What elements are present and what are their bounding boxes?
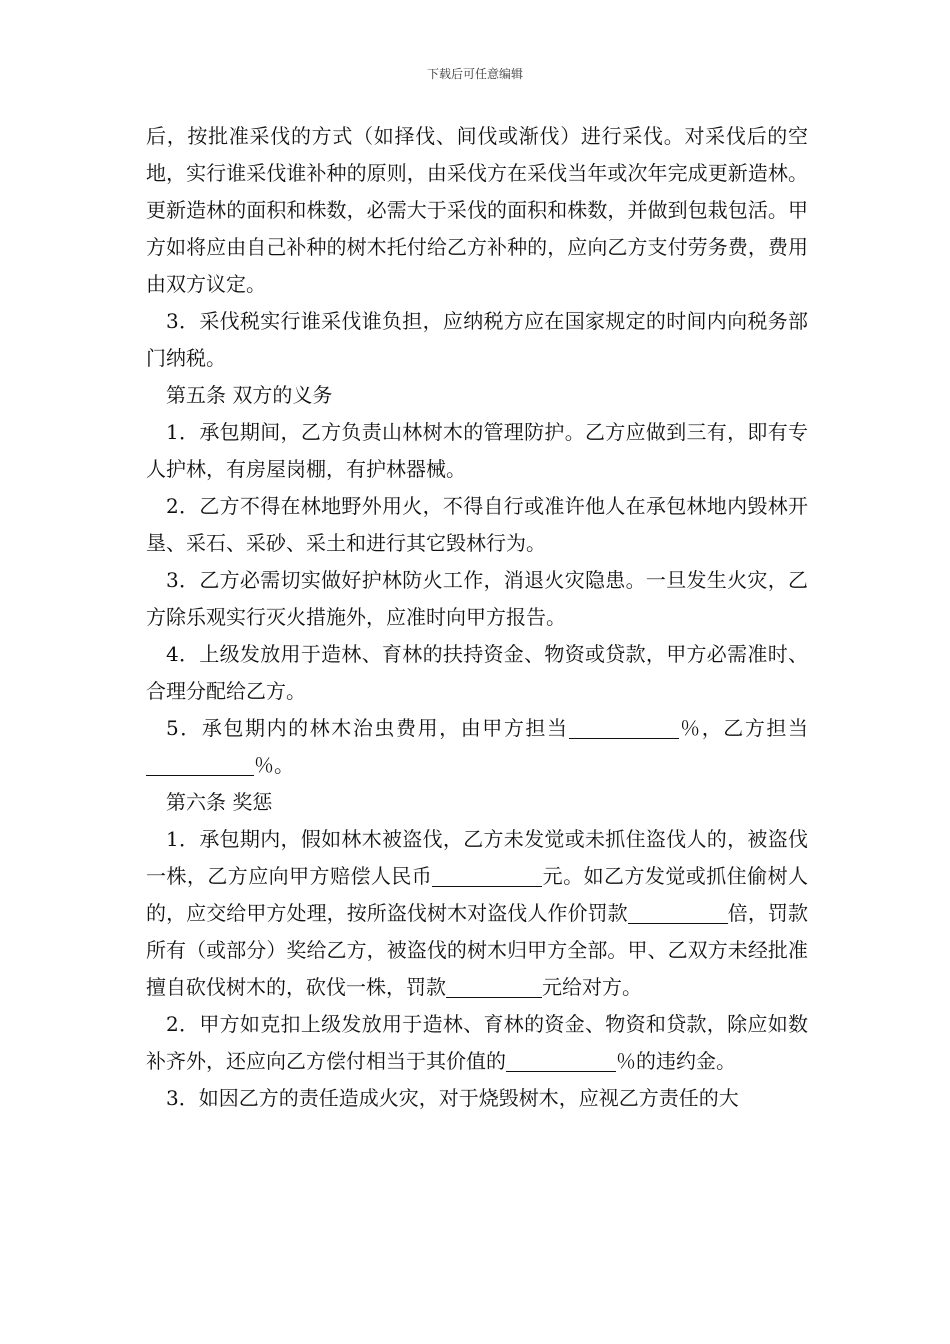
compensation-amount-blank[interactable] — [432, 866, 542, 887]
duty-5-text-c: ％。 — [254, 753, 294, 777]
duty-5-text-a: 5．承包期内的林木治虫费用，由甲方担当 — [166, 716, 569, 740]
penalty-rate-blank[interactable] — [506, 1051, 616, 1072]
penalty-2-text-a: 2．甲方如克扣上级发放用于造林、育林的资金、物资和贷款，除应如数补齐外，还应向乙方偿付相当于其价值的 — [146, 1012, 808, 1073]
paragraph-duty-5 — [146, 710, 808, 784]
party-a-share-blank[interactable] — [569, 718, 679, 739]
penalty-1-text-c: 倍，罚款所有（或部分）奖给乙方，被盗伐的树木归甲方全部。甲、乙双方未经批准擅自砍伐树木的，砍伐一株，罚款 — [146, 901, 809, 999]
fine-multiple-blank[interactable] — [628, 903, 728, 924]
paragraph-duty-1: 1．承包期间，乙方负责山林树木的管理防护。乙方应做到三有，即有专人护林，有房屋岗棚，有护林器械。 — [146, 420, 808, 481]
penalty-1-text-d: 元给对方。 — [542, 975, 642, 999]
paragraph-penalty-3: 3．如因乙方的责任造成火灾，对于烧毁树木，应视乙方责任的大 — [166, 1086, 739, 1110]
paragraph-duty-3: 3．乙方必需切实做好护林防火工作，消退火灾隐患。一旦发生火灾，乙方除乐观实行灭火措施外，应准时向甲方报告。 — [146, 568, 808, 629]
penalty-1-text-a: 1．承包期内，假如林木被盗伐，乙方未发觉或未抓住盗伐人的，被盗伐一株，乙方应向甲方赔偿人民币 — [146, 827, 808, 888]
unauthorized-felling-fine-blank[interactable] — [446, 977, 542, 998]
paragraph-duty-2: 2．乙方不得在林地野外用火，不得自行或准许他人在承包林地内毁林开垦、采石、采砂、采土和进行其它毁林行为。 — [146, 494, 808, 555]
document-body — [146, 118, 808, 1117]
page-header: 下载后可任意编辑 — [426, 67, 523, 81]
article-5-heading: 第五条 双方的义务 — [166, 383, 333, 407]
paragraph-duty-4: 4．上级发放用于造林、育林的扶持资金、物资或贷款，甲方必需准时、合理分配给乙方。 — [146, 642, 808, 703]
paragraph-penalty-2 — [146, 1006, 808, 1080]
party-b-share-blank[interactable] — [146, 755, 254, 776]
article-6-heading: 第六条 奖惩 — [166, 790, 273, 814]
duty-5-text-b: ％，乙方担当 — [678, 716, 809, 740]
paragraph-logging-tax: 3．采伐税实行谁采伐谁负担，应纳税方应在国家规定的时间内向税务部门纳税。 — [146, 309, 808, 370]
penalty-2-text-b: ％的违约金。 — [616, 1049, 736, 1073]
paragraph-logging-replanting: 后，按批准采伐的方式（如择伐、间伐或渐伐）进行采伐。对采伐后的空地，实行谁采伐谁补种的原则，由采伐方在采伐当年或次年完成更新造林。更新造林的面积和株数，必需大于采伐的面积和株数，并做到包栽包活。甲方如将应由自己补种的树木托付给乙方补种的，应向乙方支付劳务费，费用由双方议定。 — [146, 124, 808, 296]
paragraph-penalty-1 — [146, 821, 808, 1006]
penalty-1-text-b: 元。如乙方发觉或抓住偷树人的，应交给甲方处理，按所盗伐树木对盗伐人作价罚款 — [146, 864, 809, 925]
